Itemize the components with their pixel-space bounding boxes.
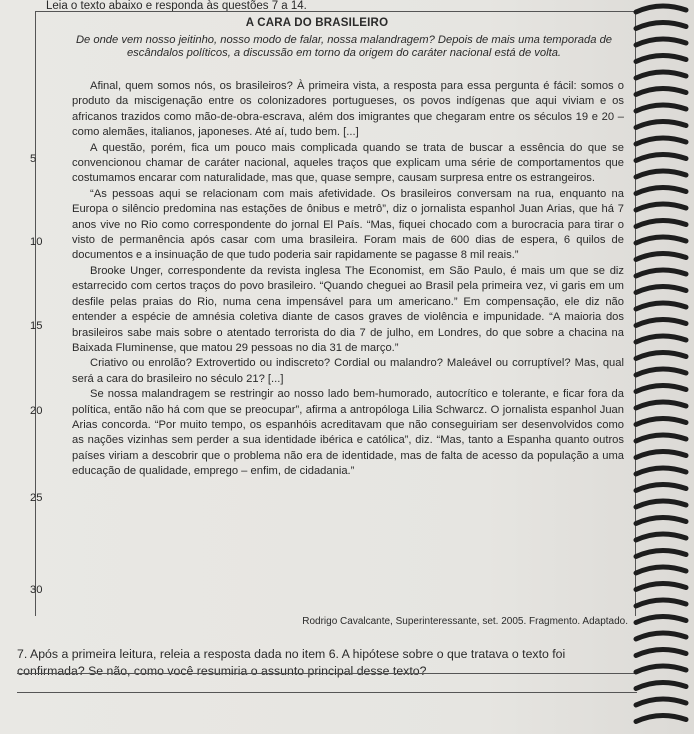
spiral-ring bbox=[636, 22, 686, 28]
spiral-ring bbox=[636, 303, 686, 309]
question-7: 7. Após a primeira leitura, releia a resposta dada no item 6. A hipótese sobre o que tratava o texto foi confirmada? Se não, como você resumiria o assunto principal desse texto? bbox=[17, 647, 566, 678]
spiral-ring bbox=[636, 72, 686, 78]
paragraph: Criativo ou enrolão? Extrovertido ou indiscreto? Cordial ou malandro? Maleável ou corruptível? Mas, qual será a cara do brasileiro no século 21? [...] bbox=[72, 357, 624, 385]
spiral-ring bbox=[636, 121, 686, 127]
spiral-ring bbox=[636, 154, 686, 160]
spiral-ring bbox=[636, 550, 686, 556]
spiral-ring bbox=[636, 369, 686, 375]
line-number: 10 bbox=[30, 236, 43, 248]
spiral-ring bbox=[636, 237, 686, 243]
line-number: 15 bbox=[30, 320, 43, 332]
spiral-ring bbox=[636, 385, 686, 391]
spiral-ring bbox=[636, 286, 686, 292]
article-body bbox=[72, 79, 624, 480]
paragraph: A questão, porém, fica um pouco mais complicada quando se trata de buscar a essência do que se convencionou chamar de caráter nacional, aqueles traços que explicam uma série de comportamentos que costumamos encarar com naturalidade, mas que, quase sempre, causam surpresa entre os estrangeiros. bbox=[72, 141, 624, 185]
line-number: 5 bbox=[30, 153, 37, 165]
spiral-ring bbox=[636, 220, 686, 226]
spiral-ring bbox=[636, 319, 686, 325]
spiral-ring bbox=[636, 682, 686, 688]
spiral-ring bbox=[636, 253, 686, 259]
spiral-ring bbox=[636, 402, 686, 408]
spiral-ring bbox=[636, 88, 686, 94]
spiral-ring bbox=[636, 270, 686, 276]
paragraph: Afinal, quem somos nós, os brasileiros? À primeira vista, a resposta para essa pergunta é fácil: somos o produto da miscigenação entre os colonizadores portugueses, os povos indígenas que aqui viviam e os africanos trazidos como mão-de-obra-escrava, além dos imigrantes que chegaram entre os séculos 19 e 20 – como alemães, italianos, japoneses. Até aí, tudo bem. [...] bbox=[72, 80, 624, 139]
spiral-ring bbox=[636, 501, 686, 507]
paragraph: “As pessoas aqui se relacionam com mais afetividade. Os brasileiros conversam na rua, enquanto na Europa o silêncio predomina nas estações de ônibus e metrô”, diz o jornalista espanhol Juan Arias, que há 7 anos vive no Rio como correspondente do jornal El País. “Mas, fiquei chocado com a burocracia para tirar o visto de permanência após casar com uma brasileira. Foram mais de 600 dias de espera, 6 quilos de documentos e a insinuação de que tudo poderia sair rapidamente se pagasse 8 mil reais.” bbox=[72, 187, 624, 262]
spiral-ring bbox=[636, 105, 686, 111]
spiral-ring bbox=[636, 55, 686, 61]
spiral-ring bbox=[636, 204, 686, 210]
line-number: 25 bbox=[30, 492, 43, 504]
spiral-ring bbox=[636, 484, 686, 490]
spiral-ring bbox=[636, 336, 686, 342]
spiral-ring bbox=[636, 649, 686, 655]
spiral-ring bbox=[636, 534, 686, 540]
spiral-ring bbox=[636, 666, 686, 672]
spiral-ring bbox=[636, 699, 686, 705]
line-number: 30 bbox=[30, 584, 43, 596]
instruction-text: Leia o texto abaixo e responda às questões 7 a 14. bbox=[46, 0, 307, 12]
spiral-ring bbox=[636, 567, 686, 573]
spiral-ring bbox=[636, 616, 686, 622]
article-source: Rodrigo Cavalcante, Superinteressante, set. 2005. Fragmento. Adaptado. bbox=[302, 616, 628, 627]
spiral-ring bbox=[636, 468, 686, 474]
article-title: A CARA DO BRASILEIRO bbox=[245, 17, 389, 29]
answer-line[interactable] bbox=[17, 692, 637, 693]
spiral-ring bbox=[636, 352, 686, 358]
spiral-ring bbox=[636, 583, 686, 589]
spiral-ring bbox=[636, 451, 686, 457]
spiral-ring bbox=[636, 600, 686, 606]
spiral-ring bbox=[636, 517, 686, 523]
spiral-binding bbox=[630, 0, 694, 734]
spiral-ring bbox=[636, 171, 686, 177]
spiral-ring bbox=[636, 187, 686, 193]
spiral-ring bbox=[636, 418, 686, 424]
answer-line[interactable] bbox=[17, 673, 637, 674]
spiral-ring bbox=[636, 715, 686, 721]
spiral-ring bbox=[636, 633, 686, 639]
spiral-ring bbox=[636, 39, 686, 45]
spiral-ring bbox=[636, 6, 686, 12]
line-number: 20 bbox=[30, 405, 43, 417]
spiral-ring bbox=[636, 435, 686, 441]
article-lead: De onde vem nosso jeitinho, nosso modo de falar, nossa malandragem? Depois de mais uma temporada de escândalos políticos, a discussão em torno da origem do caráter nacional está de volta. bbox=[75, 34, 613, 60]
spiral-ring bbox=[636, 138, 686, 144]
paragraph: Se nossa malandragem se restringir ao nosso lado bem-humorado, autocrítico e tolerante, e ficar fora da política, então não há com que se preocupar”, afirma a antropóloga Lilia Schwarcz. O jornalista espanhol Juan Arias concorda. “Por muito tempo, os espanhóis acreditavam que não conseguiriam ser desenvolvidos como as nações vizinhas sem perder a sua identidade ibérica e católica”, diz. “Mas, tanto a Espanha quanto outros países viriam a descobrir que o problema não era de identidade, mas de falta de acesso da população a uma educação de qualidade, emprego – enfim, de cidadania.” bbox=[72, 388, 624, 478]
paragraph: Brooke Unger, correspondente da revista inglesa The Economist, em São Paulo, é mais um que se diz estarrecido com certos traços do povo brasileiro. “Quando cheguei ao Brasil pela primeira vez, vi garis em um desfile pelas praias do Rio, numa cena impensável para um americano.” Em compensação, ele diz não entender a espécie de amnésia coletiva diante de casos graves de violência e impunidade. “A maioria dos brasileiros sabe mais sobre o atentado terrorista do dia 7 de julho, em Londres, do que sobre a chacina na Baixada Fluminense, que matou 29 pessoas no dia 31 de março.” bbox=[72, 264, 624, 354]
